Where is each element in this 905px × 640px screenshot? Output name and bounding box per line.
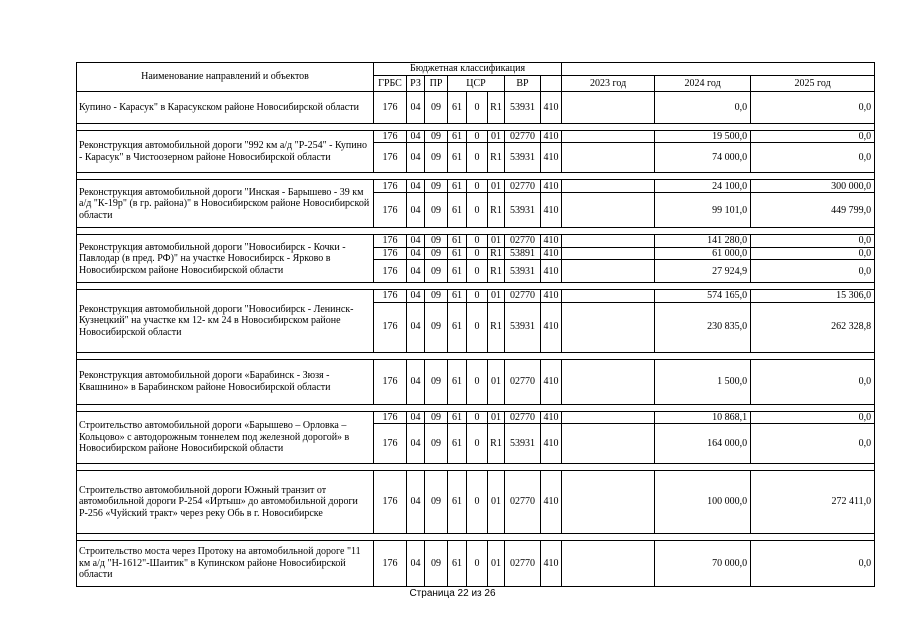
code-csr-a: 61 [448,471,467,534]
code-csr-a: 61 [448,411,467,423]
amount-2023: 574 165,0 [655,290,751,302]
code-vr: 410 [541,359,562,404]
header-grbs: ГРБС [374,76,407,92]
header-gap [541,76,562,92]
amount-2023: 19 500,0 [655,131,751,143]
object-name: Реконструкция автомобильной дороги "Новосибирск - Ленинск-Кузнецкий" на участке км 12- км 24 в Новосибирском районе Новосибирской области [77,290,374,352]
spacer-cell [77,124,875,131]
code-csr-a: 61 [448,541,467,587]
code-csr-a: 61 [448,260,467,283]
code-vr: 410 [541,131,562,143]
code-grbs: 176 [374,424,407,464]
code-csr-d: 02770 [505,131,541,143]
code-csr-b: 0 [467,131,488,143]
spacer-cell [77,464,875,471]
code-vr: 410 [541,471,562,534]
code-rz: 04 [407,290,425,302]
code-grbs: 176 [374,471,407,534]
code-csr-b: 0 [467,359,488,404]
amount-2024: 0,0 [751,92,875,124]
code-rz: 04 [407,143,425,173]
header-budget-classification: Бюджетная классификация [374,63,562,76]
code-csr-c: R1 [488,424,505,464]
code-pr: 09 [425,131,448,143]
code-csr-d: 02770 [505,290,541,302]
code-csr-c: 01 [488,290,505,302]
page-number: Страница 22 из 26 [409,588,496,599]
code-grbs: 176 [374,541,407,587]
code-vr: 410 [541,193,562,228]
code-csr-a: 61 [448,193,467,228]
code-csr-a: 61 [448,131,467,143]
amount-2024: 0,0 [751,260,875,283]
code-pr: 09 [425,424,448,464]
spacer-cell [77,283,875,290]
code-pr: 09 [425,471,448,534]
code-rz: 04 [407,235,425,247]
code-csr-d: 02770 [505,411,541,423]
group-spacer [77,283,875,290]
table-header-row-1 [77,63,875,76]
amount-2024: 0,0 [751,131,875,143]
code-vr: 410 [541,302,562,352]
gap-cell [562,471,655,534]
code-csr-c: R1 [488,92,505,124]
code-csr-c: 01 [488,471,505,534]
code-csr-a: 61 [448,143,467,173]
table-body [77,92,875,587]
amount-2024: 0,0 [751,541,875,587]
code-csr-b: 0 [467,541,488,587]
code-csr-b: 0 [467,247,488,259]
code-pr: 09 [425,235,448,247]
code-vr: 410 [541,143,562,173]
code-csr-c: R1 [488,193,505,228]
code-rz: 04 [407,302,425,352]
code-csr-a: 61 [448,235,467,247]
code-vr: 410 [541,290,562,302]
group-spacer [77,534,875,541]
code-grbs: 176 [374,193,407,228]
code-csr-c: R1 [488,302,505,352]
code-vr: 410 [541,92,562,124]
code-pr: 09 [425,193,448,228]
code-grbs: 176 [374,92,407,124]
amount-2024: 300 000,0 [751,180,875,193]
code-vr: 410 [541,424,562,464]
amount-2024: 0,0 [751,143,875,173]
header-2024: 2024 год [655,76,751,92]
header-2025: 2025 год [751,76,875,92]
amount-2023: 10 868,1 [655,411,751,423]
code-csr-d: 02770 [505,359,541,404]
header-pr: ПР [425,76,448,92]
gap-cell [562,302,655,352]
gap-cell [562,424,655,464]
object-name: Реконструкция автомобильной дороги "992 км а/д "Р-254" - Купино - Карасук" в Чистоозерном районе Новосибирской области [77,131,374,173]
code-grbs: 176 [374,247,407,259]
code-csr-c: 01 [488,359,505,404]
table-row [77,411,875,423]
code-pr: 09 [425,92,448,124]
amount-2024: 449 799,0 [751,193,875,228]
group-spacer [77,173,875,180]
code-pr: 09 [425,143,448,173]
code-rz: 04 [407,193,425,228]
gap-cell [562,235,655,247]
code-csr-a: 61 [448,302,467,352]
code-csr-b: 0 [467,180,488,193]
code-vr: 410 [541,541,562,587]
group-spacer [77,228,875,235]
amount-2023: 61 000,0 [655,247,751,259]
code-rz: 04 [407,247,425,259]
table-row [77,359,875,404]
group-spacer [77,352,875,359]
amount-2023: 230 835,0 [655,302,751,352]
code-csr-c: R1 [488,143,505,173]
code-pr: 09 [425,260,448,283]
code-vr: 410 [541,260,562,283]
code-grbs: 176 [374,235,407,247]
code-grbs: 176 [374,143,407,173]
code-grbs: 176 [374,131,407,143]
code-csr-d: 53931 [505,424,541,464]
gap-cell [562,247,655,259]
code-csr-b: 0 [467,143,488,173]
object-name: Строительство автомобильной дороги «Барышево – Орловка – Кольцово» с автодорожным тоннелем под железной дорогой» в Новосибирском районе Новосибирской области [77,411,374,463]
object-name: Реконструкция автомобильной дороги «Барабинск - Зюзя - Квашнино» в Барабинском районе Новосибирской области [77,359,374,404]
code-rz: 04 [407,359,425,404]
code-grbs: 176 [374,411,407,423]
gap-cell [562,290,655,302]
code-pr: 09 [425,247,448,259]
amount-2023: 99 101,0 [655,193,751,228]
table-row [77,541,875,587]
code-csr-c: R1 [488,247,505,259]
code-rz: 04 [407,180,425,193]
code-grbs: 176 [374,180,407,193]
code-pr: 09 [425,302,448,352]
group-spacer [77,464,875,471]
amount-2023: 164 000,0 [655,424,751,464]
header-rz: РЗ [407,76,425,92]
code-csr-d: 02770 [505,471,541,534]
amount-2024: 272 411,0 [751,471,875,534]
object-name: Строительство моста через Протоку на автомобильной дороге "11 км а/д "Н-1612"-Шаитик" в Купинском районе Новосибирской области [77,541,374,587]
object-name: Купино - Карасук" в Карасукском районе Новосибирской области [77,92,374,124]
gap-cell [562,411,655,423]
code-grbs: 176 [374,260,407,283]
spacer-cell [77,228,875,235]
gap-cell [562,143,655,173]
group-spacer [77,404,875,411]
code-csr-b: 0 [467,92,488,124]
code-csr-d: 53931 [505,193,541,228]
code-vr: 410 [541,235,562,247]
code-csr-a: 61 [448,247,467,259]
code-pr: 09 [425,541,448,587]
gap-cell [562,180,655,193]
code-csr-b: 0 [467,411,488,423]
gap-cell [562,541,655,587]
gap-cell [562,131,655,143]
amount-2024: 0,0 [751,247,875,259]
code-csr-d: 53931 [505,260,541,283]
code-csr-c: 01 [488,541,505,587]
code-rz: 04 [407,411,425,423]
code-grbs: 176 [374,302,407,352]
code-rz: 04 [407,131,425,143]
gap-cell [562,260,655,283]
code-csr-b: 0 [467,424,488,464]
amount-2023: 100 000,0 [655,471,751,534]
code-rz: 04 [407,92,425,124]
gap-cell [562,92,655,124]
spacer-cell [77,352,875,359]
code-csr-d: 53931 [505,92,541,124]
amount-2023: 74 000,0 [655,143,751,173]
code-grbs: 176 [374,290,407,302]
code-csr-d: 02770 [505,235,541,247]
code-pr: 09 [425,290,448,302]
header-vr: ВР [505,76,541,92]
code-csr-d: 53891 [505,247,541,259]
code-rz: 04 [407,260,425,283]
header-2023: 2023 год [562,76,655,92]
amount-2023: 0,0 [655,92,751,124]
amount-2024: 0,0 [751,411,875,423]
header-csr: ЦСР [448,76,505,92]
code-pr: 09 [425,180,448,193]
amount-2023: 27 924,9 [655,260,751,283]
amount-2024: 262 328,8 [751,302,875,352]
code-csr-d: 02770 [505,541,541,587]
code-csr-a: 61 [448,359,467,404]
code-rz: 04 [407,424,425,464]
code-csr-b: 0 [467,193,488,228]
table-row [77,235,875,247]
code-rz: 04 [407,541,425,587]
table-row [77,92,875,124]
code-csr-c: 01 [488,131,505,143]
header-years-group [562,63,875,76]
spacer-cell [77,173,875,180]
group-spacer [77,124,875,131]
code-csr-b: 0 [467,302,488,352]
code-csr-b: 0 [467,260,488,283]
budget-table [76,62,875,587]
code-pr: 09 [425,359,448,404]
code-grbs: 176 [374,359,407,404]
table-row [77,131,875,143]
object-name: Реконструкция автомобильной дороги "Инская - Барышево - 39 км а/д "К-19р" (в гр. района)" в Новосибирском районе Новосибирской области [77,180,374,228]
code-pr: 09 [425,411,448,423]
code-csr-c: 01 [488,235,505,247]
amount-2024: 0,0 [751,235,875,247]
code-csr-b: 0 [467,471,488,534]
gap-cell [562,359,655,404]
header-name-column: Наименование направлений и объектов [77,63,374,92]
amount-2023: 24 100,0 [655,180,751,193]
code-csr-c: 01 [488,180,505,193]
code-csr-b: 0 [467,235,488,247]
amount-2023: 70 000,0 [655,541,751,587]
code-vr: 410 [541,411,562,423]
code-vr: 410 [541,247,562,259]
code-csr-c: 01 [488,411,505,423]
table-row [77,290,875,302]
code-csr-a: 61 [448,92,467,124]
code-csr-c: R1 [488,260,505,283]
gap-cell [562,193,655,228]
amount-2023: 141 280,0 [655,235,751,247]
code-rz: 04 [407,471,425,534]
spacer-cell [77,404,875,411]
code-csr-d: 53931 [505,302,541,352]
code-csr-a: 61 [448,180,467,193]
spacer-cell [77,534,875,541]
table-row [77,180,875,193]
amount-2024: 15 306,0 [751,290,875,302]
amount-2024: 0,0 [751,359,875,404]
code-vr: 410 [541,180,562,193]
code-csr-a: 61 [448,290,467,302]
code-csr-d: 53931 [505,143,541,173]
code-csr-a: 61 [448,424,467,464]
code-csr-b: 0 [467,290,488,302]
object-name: Строительство автомобильной дороги Южный транзит от автомобильной дороги Р-254 «Иртыш» до автомобильной дороги Р-256 «Чуйский тракт» через реку Обь в г. Новосибирске [77,471,374,534]
amount-2024: 0,0 [751,424,875,464]
code-csr-d: 02770 [505,180,541,193]
table-row [77,471,875,534]
amount-2023: 1 500,0 [655,359,751,404]
object-name: Реконструкция автомобильной дороги "Новосибирск - Кочки - Павлодар (в пред. РФ)" на участке Новосибирск - Ярково в Новосибирском районе Новосибирской области [77,235,374,283]
